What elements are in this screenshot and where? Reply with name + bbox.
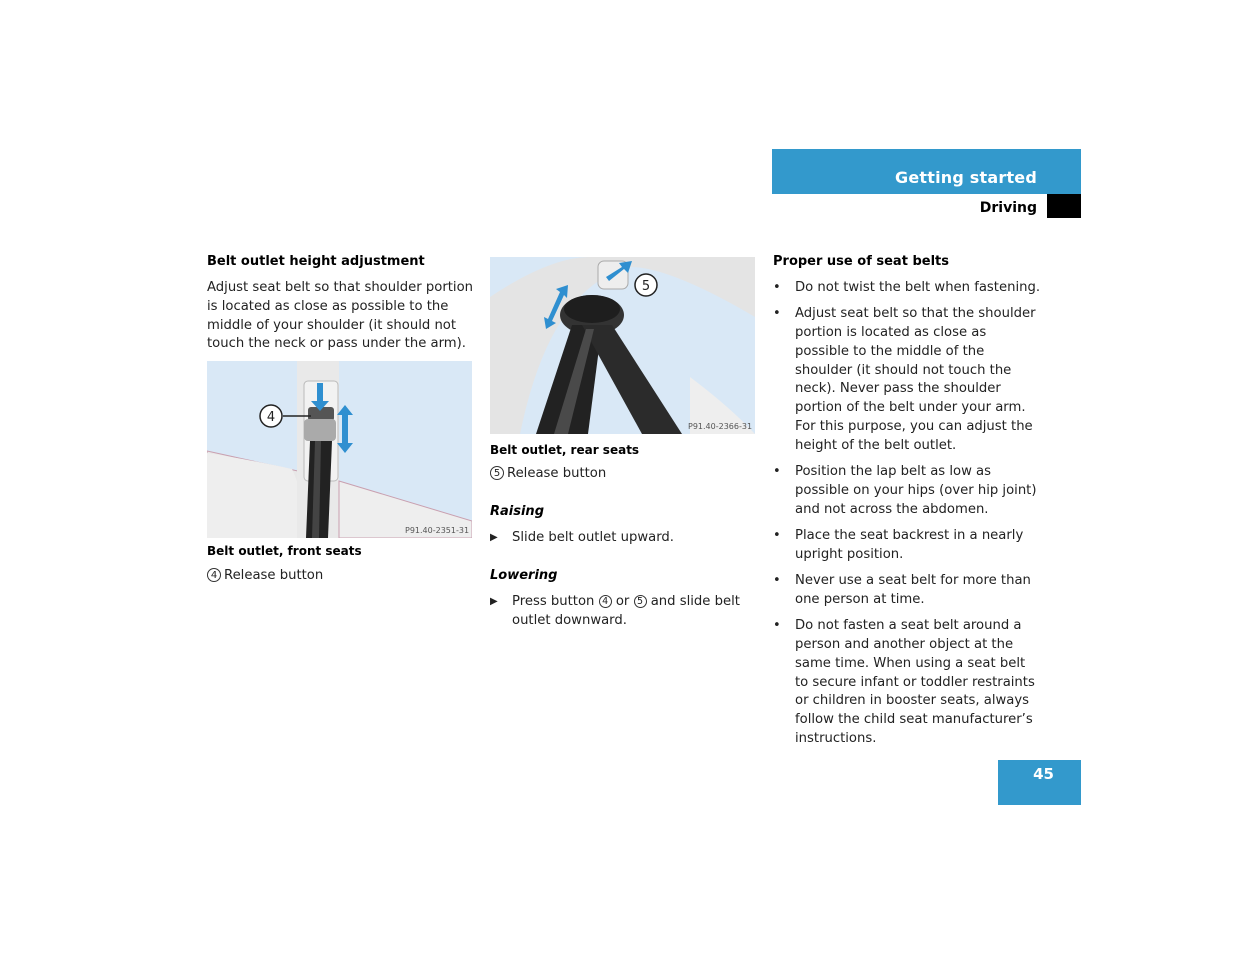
bullet-text: Never use a seat belt for more than one person at time.	[795, 573, 1031, 607]
raising-heading: Raising	[490, 504, 544, 519]
figure-rear-seats	[490, 257, 755, 434]
list-item	[773, 617, 1041, 749]
figure-front-seats	[207, 361, 472, 538]
lowering-step	[490, 593, 755, 631]
legend-text-rear: Release button	[507, 466, 607, 481]
proper-use-heading: Proper use of seat belts	[773, 254, 949, 269]
list-item	[773, 305, 1041, 455]
lowering-post: and slide belt outlet downward.	[512, 594, 740, 628]
caption-rear-seats: Belt outlet, rear seats	[490, 443, 640, 457]
lowering-number-5: 5	[634, 595, 647, 608]
figure-code-front: P91.40-2351-31	[405, 526, 470, 535]
legend-number-5: 5	[490, 466, 504, 480]
bullet-text: Place the seat backrest in a nearly upright position.	[795, 528, 1024, 562]
bullet-icon: •	[773, 306, 781, 322]
bullet-text: Do not twist the belt when fastening.	[795, 280, 1041, 295]
caption-front-seats: Belt outlet, front seats	[207, 544, 362, 558]
bullet-text: Position the lap belt as low as possible on your hips (over hip joint) and not across the abdomen.	[795, 464, 1037, 517]
legend-front-seats	[207, 567, 323, 586]
figure-callout-5: 5	[641, 279, 651, 294]
proper-use-list	[773, 279, 1041, 756]
lowering-pre: Press button	[512, 594, 595, 609]
bullet-icon: •	[773, 280, 781, 295]
figure-code-rear: P91.40-2366-31	[688, 422, 753, 431]
list-item	[773, 572, 1041, 610]
bullet-icon: •	[773, 464, 781, 480]
step-arrow-icon: ▶	[490, 532, 498, 543]
raising-step-text: Slide belt outlet upward.	[512, 530, 674, 545]
raising-step	[490, 529, 755, 548]
bullet-text: Do not fasten a seat belt around a person and another object at the same time. When using a seat belt to secure infant or toddler restraints or children in booster seats, always follow the child seat manufacturer’s instructions.	[795, 618, 1035, 747]
page-number: 45	[1033, 765, 1054, 783]
figure-callout-4: 4	[266, 410, 276, 425]
legend-number-4: 4	[207, 568, 221, 582]
lowering-heading: Lowering	[490, 568, 558, 583]
bullet-text: Adjust seat belt so that the shoulder portion is located as close as possible to the middle of the shoulder (it should not touch the neck). Never pass the shoulder portion of the belt under your arm. For this purpose, you can adjust the height of the belt outlet.	[795, 306, 1036, 453]
legend-text-front: Release button	[224, 568, 324, 583]
bullet-icon: •	[773, 618, 781, 634]
bullet-icon: •	[773, 573, 781, 589]
lowering-step-text	[512, 593, 755, 631]
lowering-number-4: 4	[599, 595, 612, 608]
header-marker	[1047, 194, 1081, 218]
list-item	[773, 463, 1041, 519]
bullet-icon: •	[773, 528, 781, 544]
list-item	[773, 527, 1041, 565]
belt-height-paragraph: Adjust seat belt so that shoulder portion is located as close as possible to the middle of your shoulder (it should not touch the neck or pass under the arm).	[207, 280, 473, 352]
section-title: Getting started	[895, 168, 1037, 187]
lowering-or: or	[615, 594, 630, 609]
list-item	[773, 279, 1041, 298]
subsection-title: Driving	[979, 200, 1037, 216]
legend-rear-seats	[490, 465, 606, 484]
rear-seat-belt-illustration	[490, 257, 755, 434]
belt-height-heading: Belt outlet height adjustment	[207, 254, 425, 269]
step-arrow-icon: ▶	[490, 596, 498, 607]
front-seat-belt-illustration	[207, 361, 472, 538]
